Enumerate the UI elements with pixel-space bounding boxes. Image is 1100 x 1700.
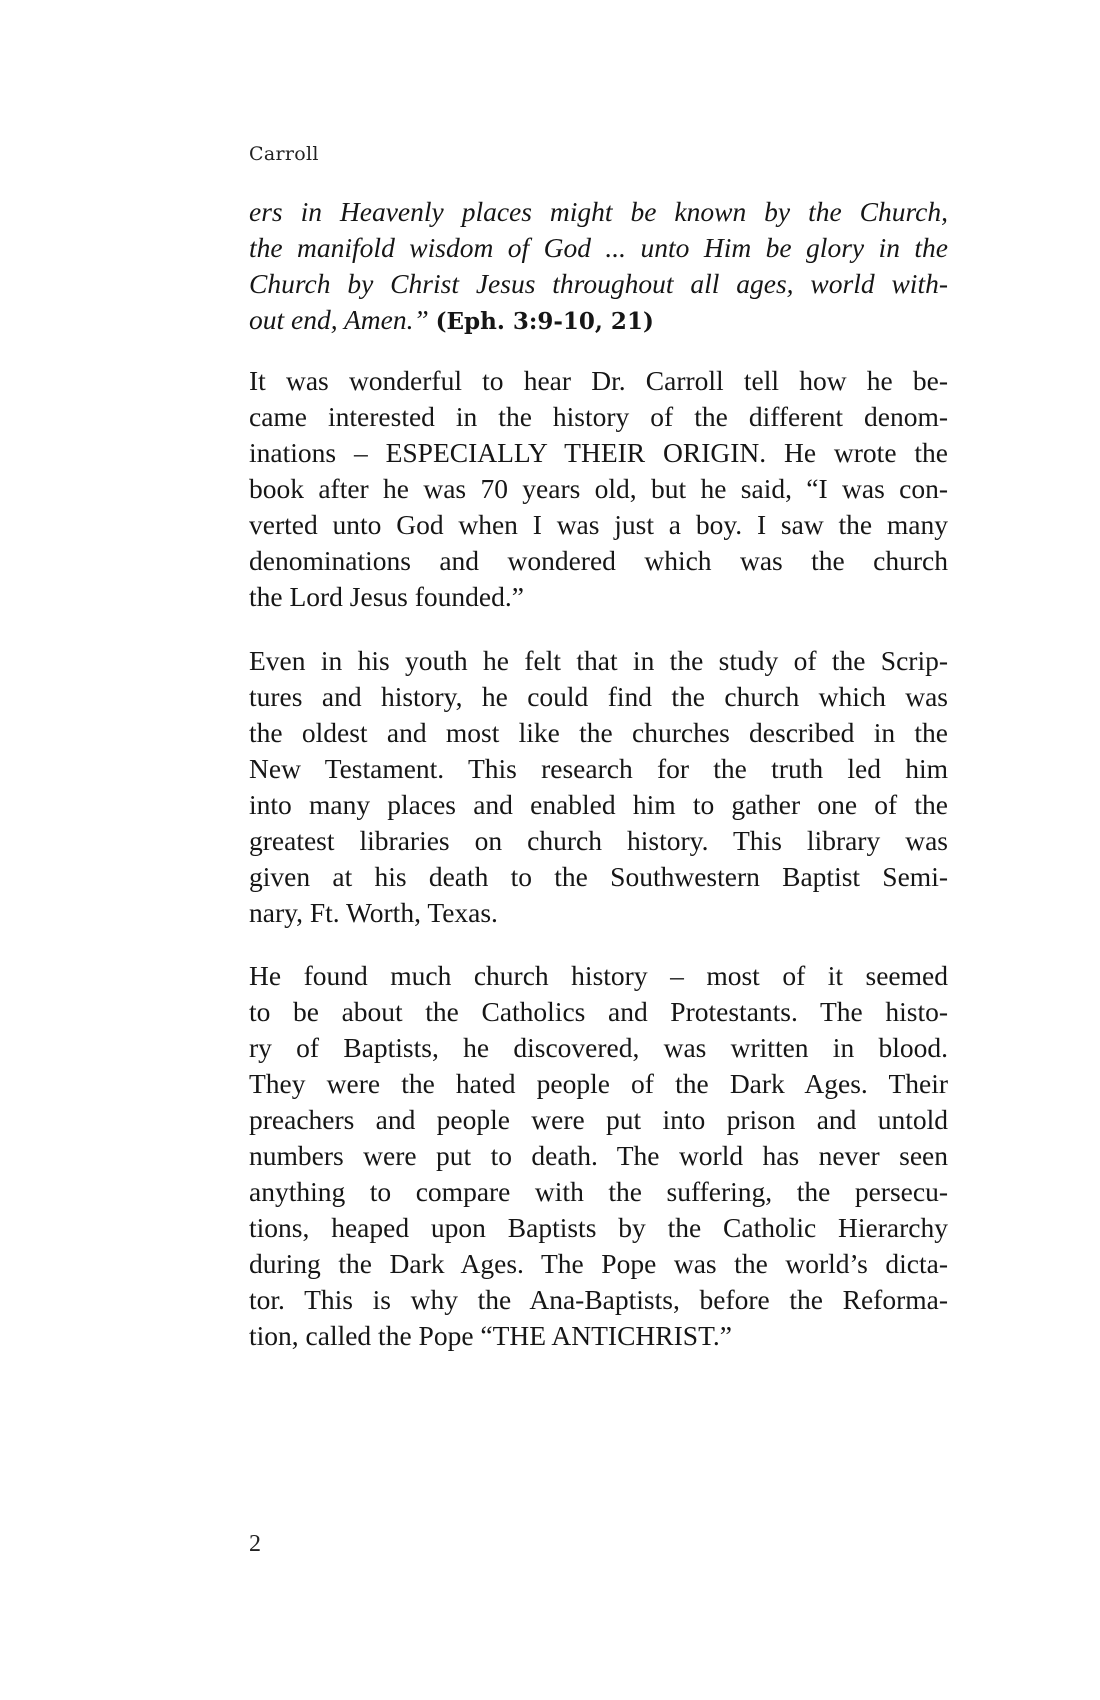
scripture-quote [249, 194, 948, 338]
paragraph-line: book after he was 70 years old, but he said, “I was con- [249, 473, 948, 504]
paragraph-line: greatest libraries on church history. This library was [249, 825, 948, 856]
paragraph-line: the Lord Jesus founded.” [249, 581, 524, 612]
paragraph-line: given at his death to the Southwestern Baptist Semi- [249, 861, 948, 892]
paragraph-line: nary, Ft. Worth, Texas. [249, 897, 498, 928]
paragraph-2 [249, 643, 948, 931]
paragraph-line: during the Dark Ages. The Pope was the world’s dicta- [249, 1248, 948, 1279]
paragraph-line: inations – ESPECIALLY THEIR ORIGIN. He wrote the [249, 437, 948, 468]
paragraph-line: New Testament. This research for the truth led him [249, 753, 948, 784]
quote-line: ers in Heavenly places might be known by the Church, [249, 196, 948, 227]
paragraph-line: denominations and wondered which was the church [249, 545, 948, 576]
paragraph-1 [249, 363, 948, 615]
paragraph-line: tor. This is why the Ana-Baptists, before the Reforma- [249, 1284, 948, 1315]
quote-line: Church by Christ Jesus throughout all ages, world with- [249, 268, 948, 299]
paragraph-line: He found much church history – most of it seemed [249, 960, 948, 991]
paragraph-line: verted unto God when I was just a boy. I saw the many [249, 509, 948, 540]
paragraph-line: to be about the Catholics and Protestants. The histo- [249, 996, 948, 1027]
paragraph-line: tion, called the Pope “THE ANTICHRIST.” [249, 1320, 732, 1351]
paragraph-line: Even in his youth he felt that in the study of the Scrip- [249, 645, 948, 676]
paragraph-line: anything to compare with the suffering, the persecu- [249, 1176, 948, 1207]
paragraph-line: tures and history, he could find the church which was [249, 681, 948, 712]
running-head: Carroll [249, 143, 319, 165]
paragraph-3 [249, 958, 948, 1354]
quote-line: the manifold wisdom of God ... unto Him be glory in the [249, 232, 948, 263]
paragraph-line: numbers were put to death. The world has never seen [249, 1140, 948, 1171]
paragraph-line: It was wonderful to hear Dr. Carroll tell how he be- [249, 365, 948, 396]
paragraph-line: ry of Baptists, he discovered, was written in blood. [249, 1032, 948, 1063]
paragraph-line: into many places and enabled him to gather one of the [249, 789, 948, 820]
paragraph-line: tions, heaped upon Baptists by the Catholic Hierarchy [249, 1212, 948, 1243]
quote-last-line [249, 302, 948, 338]
paragraph-line: the oldest and most like the churches described in the [249, 717, 948, 748]
page-number: 2 [249, 1531, 261, 1557]
paragraph-line: came interested in the history of the different denom- [249, 401, 948, 432]
quote-line-text: out end, Amen.” [249, 304, 429, 335]
paragraph-line: They were the hated people of the Dark Ages. Their [249, 1068, 948, 1099]
paragraph-line: preachers and people were put into prison and untold [249, 1104, 948, 1135]
scripture-reference: (Eph. 3:9-10, 21) [435, 308, 654, 335]
